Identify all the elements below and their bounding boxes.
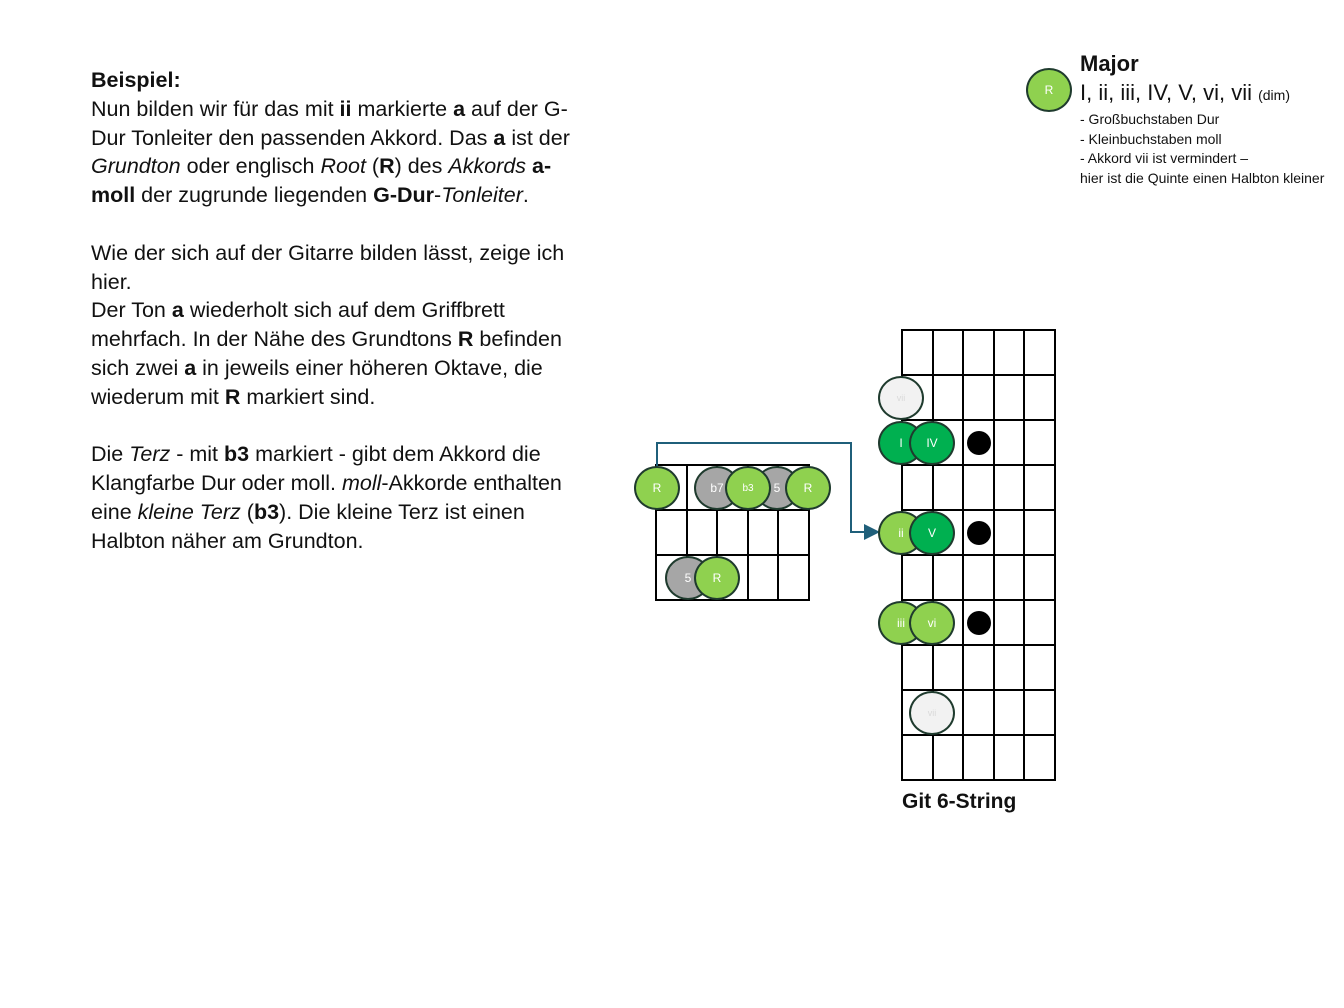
bold-run: a-moll xyxy=(91,154,552,208)
bold-run: b3 xyxy=(224,442,250,467)
bold-run: a xyxy=(493,125,506,150)
fret-marker-label: I xyxy=(899,436,903,450)
italic-run: kleine Terz xyxy=(137,499,241,524)
bold-run: ii xyxy=(339,96,352,121)
legend-root-marker-label: R xyxy=(1044,83,1054,97)
italic-run: Grundton xyxy=(91,154,181,179)
bold-run: G-Dur xyxy=(373,183,435,208)
fretboard-caption: Git 6-String xyxy=(902,790,1017,813)
fret-marker-label: V xyxy=(927,526,936,540)
bold-run: a xyxy=(171,298,184,323)
chord-marker-label: 5 xyxy=(773,481,781,495)
bold-run: R xyxy=(224,384,241,409)
bold-run: b3 xyxy=(253,499,280,524)
legend-note-3: - Akkord vii ist vermindert – xyxy=(1080,150,1249,166)
fret-IV-marker xyxy=(909,421,955,465)
italic-run: Terz xyxy=(129,442,171,467)
chord-marker-label: R xyxy=(712,571,722,585)
chord-marker-label: R xyxy=(652,481,662,495)
legend-degrees-text: I, ii, iii, IV, V, vi, vii xyxy=(1080,80,1252,105)
fret-V-marker xyxy=(909,511,955,555)
legend-note-2: - Kleinbuchstaben moll xyxy=(1080,130,1222,147)
fret-dot-1 xyxy=(967,431,991,455)
bold-run: R xyxy=(379,154,395,179)
bold-run: a xyxy=(184,355,197,380)
italic-run: Root xyxy=(320,154,366,179)
bold-run: a xyxy=(453,96,466,121)
fret-vii-marker-top xyxy=(878,376,924,420)
chord-root-marker xyxy=(634,466,680,510)
chord-marker-label: 5 xyxy=(684,571,692,585)
fret-dot-3 xyxy=(967,611,991,635)
paragraph-example: Beispiel: Nun bilden wir für das mit ii markierte a auf der G-Dur Tonleiter den passenden Akkord. Das a ist der Grundton oder englisch Root (R) des Akkords a-moll der zugrunde liegenden G-Dur-Tonleiter. xyxy=(91,68,570,208)
fret-vi-marker xyxy=(909,601,955,645)
chord-marker-label: b3 xyxy=(742,482,754,494)
chord-marker-label: b7 xyxy=(710,481,724,495)
bold-run: Beispiel: xyxy=(91,68,181,92)
fret-marker-label: ii xyxy=(898,526,904,540)
chord-b3-marker xyxy=(725,466,771,510)
legend-title: Major xyxy=(1080,51,1139,76)
italic-run: Akkords xyxy=(448,154,527,179)
chord-root-low-marker xyxy=(694,556,740,600)
italic-run: Tonleiter xyxy=(441,183,523,208)
fret-marker-label: vii xyxy=(927,708,937,718)
fret-vii-marker-bottom xyxy=(909,691,955,735)
legend-note-1: - Großbuchstaben Dur xyxy=(1080,111,1220,127)
paragraph-fretboard: Wie der sich auf der Gitarre bilden lässt, zeige ich hier. Der Ton a wiederholt sich auf dem Griffbrett mehrfach. In der Nähe des Grundtons R befinden sich zwei a in jeweils einer höheren Oktave, die wiederum mit R markiert sind. xyxy=(91,240,565,409)
italic-run: moll xyxy=(341,471,382,496)
fret-marker-label: vii xyxy=(896,393,906,403)
bold-run: R xyxy=(457,327,474,352)
fret-marker-label: IV xyxy=(926,436,938,450)
chord-marker-label: R xyxy=(803,481,813,495)
chord-root-octave-marker xyxy=(785,466,831,510)
fret-dot-2 xyxy=(967,521,991,545)
legend-note-4: hier ist die Quinte einen Halbton kleiner xyxy=(1080,169,1325,186)
fret-marker-label: vi xyxy=(927,616,937,630)
legend-degrees-suffix: (dim) xyxy=(1258,87,1290,103)
fret-marker-label: iii xyxy=(897,616,905,630)
paragraph-third: Die Terz - mit b3 markiert - gibt dem Akkord die Klangfarbe Dur oder moll. moll-Akkorde enthalten eine kleine Terz (b3). Die kleine Terz ist einen Halbton näher am Grundton. xyxy=(91,442,562,553)
